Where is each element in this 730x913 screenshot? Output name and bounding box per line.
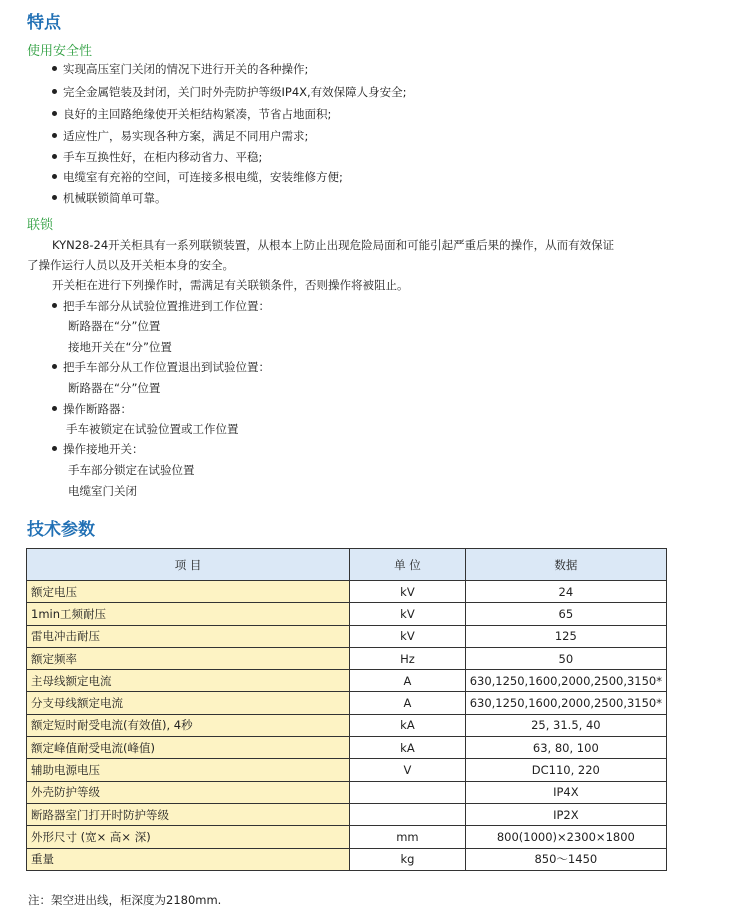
table-row <box>27 625 667 647</box>
safety-item-text: 完全金属铠装及封闭，关门时外壳防护等级IP4X,有效保障人身安全; <box>63 85 407 99</box>
interlock-cond: 电缆室门关闭 <box>68 484 137 498</box>
header-data: 数据 <box>465 549 666 581</box>
cell-unit <box>350 803 466 825</box>
cell-unit: kg <box>350 848 466 870</box>
table-row <box>27 759 667 781</box>
cell-unit: mm <box>350 826 466 848</box>
cell-unit: V <box>350 759 466 781</box>
safety-item-text: 电缆室有充裕的空间，可连接多根电缆，安装维修方便; <box>63 170 343 184</box>
cell-unit: kV <box>350 581 466 603</box>
features-title: 特点 <box>27 13 61 33</box>
specs-table <box>26 548 667 871</box>
safety-item <box>52 149 262 165</box>
interlock-cond: 断路器在“分”位置 <box>68 319 161 333</box>
cell-item: 外壳防护等级 <box>27 781 350 803</box>
cell-data: 50 <box>465 647 666 669</box>
bullet-icon <box>52 195 57 200</box>
safety-heading: 使用安全性 <box>27 44 93 59</box>
table-row <box>27 692 667 714</box>
cell-data: 63, 80, 100 <box>465 737 666 759</box>
safety-item <box>52 128 308 144</box>
bullet-icon <box>52 89 57 94</box>
cell-data: 850～1450 <box>465 848 666 870</box>
bullet-icon <box>52 364 57 369</box>
cell-item: 辅助电源电压 <box>27 759 350 781</box>
interlock-para1-line1: KYN28-24开关柜具有一系列联锁装置，从根本上防止出现危险局面和可能引起严重后果的操作，从而有效保证 <box>52 238 615 252</box>
cell-item: 额定电压 <box>27 581 350 603</box>
interlock-op <box>52 298 270 314</box>
cell-data: 800(1000)×2300×1800 <box>465 826 666 848</box>
safety-item-text: 适应性广，易实现各种方案，满足不同用户需求; <box>63 129 309 143</box>
interlock-cond: 手车部分锁定在试验位置 <box>68 463 195 477</box>
cell-item: 重量 <box>27 848 350 870</box>
bullet-icon <box>52 303 57 308</box>
cell-data: 125 <box>465 625 666 647</box>
safety-item <box>52 169 343 185</box>
cell-unit: A <box>350 692 466 714</box>
cell-item: 主母线额定电流 <box>27 670 350 692</box>
safety-item-text: 实现高压室门关闭的情况下进行开关的各种操作; <box>63 62 309 76</box>
cell-unit: kV <box>350 625 466 647</box>
safety-item-text: 良好的主回路绝缘使开关柜结构紧凑，节省占地面积; <box>63 107 332 121</box>
header-unit: 单 位 <box>350 549 466 581</box>
cell-data: 24 <box>465 581 666 603</box>
safety-item <box>52 106 331 122</box>
interlock-heading: 联锁 <box>27 218 54 233</box>
cell-unit: kV <box>350 603 466 625</box>
specs-title: 技术参数 <box>27 520 95 540</box>
bullet-icon <box>52 174 57 179</box>
table-row <box>27 581 667 603</box>
interlock-op-title: 把手车部分从试验位置推进到工作位置： <box>63 299 270 313</box>
safety-item-text: 手车互换性好，在柜内移动省力、平稳; <box>63 150 263 164</box>
cell-item: 额定频率 <box>27 647 350 669</box>
safety-item <box>52 84 407 100</box>
interlock-op <box>52 441 144 457</box>
interlock-cond: 断路器在“分”位置 <box>68 381 161 395</box>
bullet-icon <box>52 154 57 159</box>
table-row <box>27 826 667 848</box>
cell-item: 额定峰值耐受电流(峰值) <box>27 737 350 759</box>
interlock-op-title: 把手车部分从工作位置退出到试验位置： <box>63 360 270 374</box>
table-row <box>27 714 667 736</box>
safety-item <box>52 190 167 206</box>
cell-item: 外形尺寸 (宽× 高× 深) <box>27 826 350 848</box>
safety-item <box>52 61 308 77</box>
cell-data: 65 <box>465 603 666 625</box>
cell-data: DC110, 220 <box>465 759 666 781</box>
cell-unit: A <box>350 670 466 692</box>
table-row <box>27 670 667 692</box>
table-row <box>27 737 667 759</box>
table-row <box>27 803 667 825</box>
interlock-cond: 接地开关在“分”位置 <box>68 340 172 354</box>
table-row <box>27 603 667 625</box>
interlock-para2: 开关柜在进行下列操作时，需满足有关联锁条件，否则操作将被阻止。 <box>52 278 409 292</box>
bullet-icon <box>52 406 57 411</box>
table-row <box>27 848 667 870</box>
cell-unit: kA <box>350 714 466 736</box>
interlock-op-title: 操作断路器： <box>63 402 132 416</box>
table-row <box>27 781 667 803</box>
cell-unit <box>350 781 466 803</box>
cell-data: 630,1250,1600,2000,2500,3150* <box>465 692 666 714</box>
table-header-row <box>27 549 667 581</box>
cell-data: IP2X <box>465 803 666 825</box>
bullet-icon <box>52 66 57 71</box>
cell-data: 630,1250,1600,2000,2500,3150* <box>465 670 666 692</box>
cell-item: 分支母线额定电流 <box>27 692 350 714</box>
cell-item: 断路器室门打开时防护等级 <box>27 803 350 825</box>
interlock-cond: 手车被锁定在试验位置或工作位置 <box>66 422 239 436</box>
table-row <box>27 647 667 669</box>
header-item: 项 目 <box>27 549 350 581</box>
bullet-icon <box>52 111 57 116</box>
cell-data: IP4X <box>465 781 666 803</box>
interlock-para1-line2: 了操作运行人员以及开关柜本身的安全。 <box>27 258 234 272</box>
cell-unit: Hz <box>350 647 466 669</box>
cell-item: 1min工频耐压 <box>27 603 350 625</box>
interlock-op <box>52 401 132 417</box>
bullet-icon <box>52 446 57 451</box>
interlock-op <box>52 359 270 375</box>
cell-data: 25, 31.5, 40 <box>465 714 666 736</box>
bullet-icon <box>52 133 57 138</box>
safety-item-text: 机械联锁简单可靠。 <box>63 191 167 205</box>
table-note: 注：架空进出线，柜深度为2180mm. <box>28 893 222 907</box>
cell-item: 雷电冲击耐压 <box>27 625 350 647</box>
interlock-op-title: 操作接地开关： <box>63 442 144 456</box>
cell-item: 额定短时耐受电流(有效值), 4秒 <box>27 714 350 736</box>
cell-unit: kA <box>350 737 466 759</box>
